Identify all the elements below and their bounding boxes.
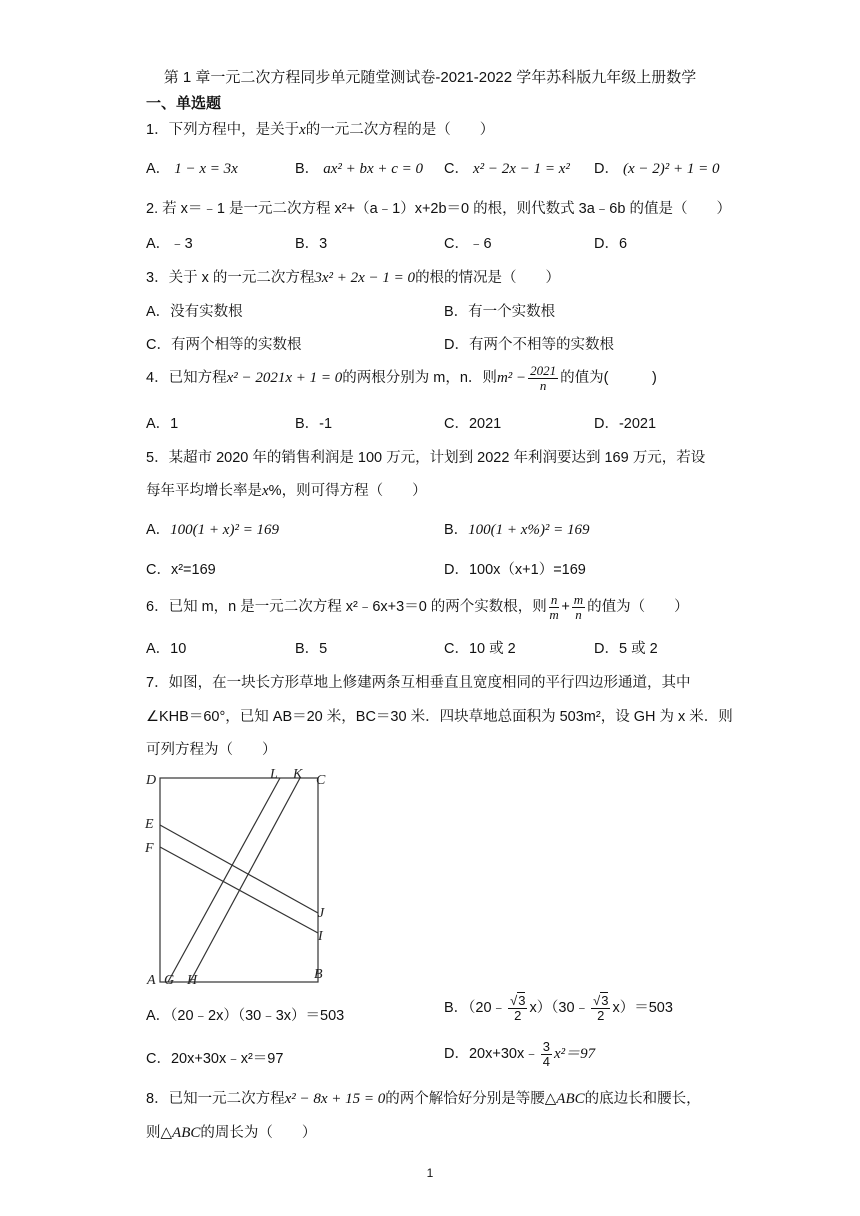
question-5-line1: 5．某超市 2020 年的销售利润是 100 万元，计划到 2022 年利润要达到 169 万元，若设	[146, 450, 706, 466]
q1-a-label: A．	[146, 161, 171, 177]
q7-d-den: 4	[542, 1053, 550, 1069]
path-line-ej	[160, 825, 318, 913]
q7-option-c: C．20x+30x﹣x²＝97	[146, 1051, 284, 1067]
q3-option-d: D．有两个不相等的实数根	[444, 337, 614, 353]
q4-stem-mid: 的两根分别为 m，n．则	[342, 369, 497, 386]
q2-option-b: B．3	[295, 236, 328, 252]
q5-b-label: B．	[444, 522, 469, 538]
question-2-stem: 2. 若 x＝﹣1 是一元二次方程 x²+（a﹣1）x+2b＝0 的根，则代数式 3a﹣6b 的值是（ ）	[146, 201, 731, 217]
path-line-fi	[160, 847, 318, 933]
q8-stem-mid: 的两个解恰好分别是等腰	[385, 1091, 545, 1107]
q5-option-a	[146, 518, 279, 539]
q8-triangle-1: △ABC	[544, 1091, 585, 1107]
label-B: B	[314, 967, 323, 982]
q4-equation: x² − 2021x + 1 = 0	[226, 369, 343, 386]
label-A: A	[147, 973, 156, 988]
label-D: D	[146, 773, 157, 788]
q4-frac-den: n	[539, 377, 547, 393]
q6-stem-prefix: 6．已知 m，n 是一元二次方程 x²﹣6x+3＝0 的两个实数根，则	[146, 598, 547, 615]
q6-option-c: C．10 或 2	[444, 641, 516, 657]
q1-stem-prefix: 1．下列方程中，是关于	[146, 122, 300, 138]
q6-f2-num: m	[573, 592, 584, 607]
q3-option-c: C．有两个相等的实数根	[146, 337, 302, 353]
q4-option-d: D．-2021	[594, 416, 657, 432]
q4-stem-suffix: 的值为( )	[560, 369, 657, 386]
grass-rectangle	[160, 778, 318, 982]
q4-expr-left: m² −	[496, 369, 527, 386]
q1-b-eq: ax² + bx + c = 0	[323, 161, 424, 177]
q2-option-d: D．6	[594, 236, 628, 252]
question-7-line2: ∠KHB＝60°，已知 AB＝20 米，BC＝30 米．四块草地总面积为 503m²，设 GH 为 x 米．则	[146, 709, 733, 725]
question-3-stem	[146, 266, 560, 287]
q7-b-sqrt-2: 3	[601, 993, 609, 1008]
question-1-stem	[146, 118, 494, 139]
q8-line2-suffix: 的周长为（ ）	[200, 1125, 317, 1141]
q6-stem-suffix: 的值为（ ）	[587, 598, 689, 615]
q5-option-b	[444, 518, 590, 539]
q4-option-b: B．-1	[295, 416, 333, 432]
q1-option-b	[295, 157, 423, 178]
label-G: G	[164, 973, 175, 988]
question-7-line3: 可列方程为（ ）	[146, 742, 277, 758]
q6-option-b: B．5	[295, 641, 328, 657]
q7-b-frac-1-num: √3	[510, 993, 526, 1008]
q6-f2-den: n	[575, 606, 582, 622]
q2-option-a: A．﹣3	[146, 236, 193, 252]
q6-option-d: D．5 或 2	[594, 641, 658, 657]
label-K: K	[293, 767, 303, 782]
q3-stem-prefix: 3．关于 x 的一元二次方程	[146, 270, 315, 286]
q8-line2-prefix: 则	[146, 1125, 161, 1141]
q1-option-a	[146, 157, 238, 178]
q6-f1-den: m	[549, 606, 559, 622]
q8-stem-suffix: 的底边长和腰长，	[584, 1091, 701, 1107]
q5-line2-suffix: %，则可得方程（ ）	[268, 483, 427, 499]
q8-triangle-2: △ABC	[160, 1125, 201, 1141]
q7-d-frac	[541, 1040, 552, 1068]
q3-stem-suffix: 的根的情况是（ ）	[415, 270, 561, 286]
q1-a-eq: 1 − x = 3x	[174, 161, 238, 177]
label-H: H	[187, 973, 198, 988]
q4-option-a: A．1	[146, 416, 179, 432]
q5-line2-prefix: 每年平均增长率是	[146, 483, 262, 499]
q7-d-prefix: D．20x+30x﹣	[444, 1045, 539, 1062]
q7-b-suffix: x）＝503	[612, 999, 673, 1016]
q5-a-label: A．	[146, 522, 171, 538]
q7-d-suffix: x²＝97	[553, 1045, 596, 1062]
q1-c-eq: x² − 2x − 1 = x²	[473, 161, 570, 177]
question-8-line2	[146, 1121, 316, 1142]
q3-equation: 3x² + 2x − 1 = 0	[314, 270, 416, 286]
q1-option-d	[594, 157, 720, 178]
q1-d-label: D．	[594, 161, 619, 177]
path-line-gl	[168, 778, 280, 982]
q7-b-frac-2	[591, 994, 610, 1022]
q6-f1-num: n	[550, 592, 558, 607]
q6-option-a: A．10	[146, 641, 187, 657]
q7-option-d	[444, 1040, 595, 1068]
q7-b-den-1: 2	[514, 1007, 522, 1023]
q6-plus: +	[561, 598, 570, 615]
label-J: J	[318, 906, 325, 921]
label-L: L	[270, 767, 278, 782]
question-4-stem	[146, 364, 657, 392]
q5-b-eq: 100(1 + x%)² = 169	[468, 522, 590, 538]
section-heading: 一、单选题	[146, 95, 222, 112]
q7-b-frac-1	[508, 994, 527, 1022]
q1-var: x	[299, 122, 306, 138]
q1-d-eq: (x − 2)² + 1 = 0	[623, 161, 720, 177]
q8-equation: x² − 8x + 15 = 0	[284, 1091, 386, 1107]
label-I: I	[318, 929, 323, 944]
q7-b-frac-2-num: √3	[593, 993, 609, 1008]
q4-fraction	[528, 364, 558, 392]
q7-option-b	[444, 994, 673, 1022]
q7-b-den-2: 2	[597, 1007, 605, 1023]
q7-b-mid: x）（30﹣	[529, 999, 590, 1016]
q7-d-num: 3	[542, 1039, 550, 1054]
path-line-hk	[190, 778, 300, 982]
q1-c-label: C．	[444, 161, 469, 177]
q1-stem-suffix: 的一元二次方程的是（ ）	[305, 122, 495, 138]
q6-fraction-2	[572, 593, 585, 621]
q6-fraction-1	[549, 593, 560, 621]
q7-b-sqrt-1: 3	[518, 993, 526, 1008]
q2-option-c: C．﹣6	[444, 236, 492, 252]
page-number: 1	[426, 1166, 434, 1180]
question-8-line1	[146, 1087, 701, 1108]
q8-stem-prefix: 8．已知一元二次方程	[146, 1091, 285, 1107]
label-F: F	[145, 841, 154, 856]
q5-option-c: C．x²=169	[146, 562, 216, 578]
q7-b-prefix: B．（20﹣	[444, 999, 507, 1016]
q7-figure	[140, 762, 340, 992]
label-E: E	[145, 817, 154, 832]
q1-option-c	[444, 157, 570, 178]
q7-option-a: A．（20﹣2x）（30﹣3x）＝503	[146, 1008, 345, 1024]
q1-b-label: B．	[295, 161, 320, 177]
q4-frac-num: 2021	[530, 363, 557, 378]
q3-option-a: A．没有实数根	[146, 304, 243, 320]
question-5-line2	[146, 479, 427, 500]
label-C: C	[316, 773, 326, 788]
question-7-line1: 7．如图，在一块长方形草地上修建两条互相垂直且宽度相同的平行四边形通道，其中	[146, 675, 691, 691]
q5-var: x	[262, 483, 269, 499]
q4-option-c: C．2021	[444, 416, 502, 432]
q5-option-d: D．100x（x+1）=169	[444, 562, 586, 578]
q4-stem-prefix: 4．已知方程	[146, 369, 227, 386]
page-title: 第 1 章一元二次方程同步单元随堂测试卷-2021-2022 学年苏科版九年级上册数学	[163, 69, 697, 86]
q5-a-eq: 100(1 + x)² = 169	[170, 522, 280, 538]
question-6-stem	[146, 593, 689, 621]
q3-option-b: B．有一个实数根	[444, 304, 556, 320]
